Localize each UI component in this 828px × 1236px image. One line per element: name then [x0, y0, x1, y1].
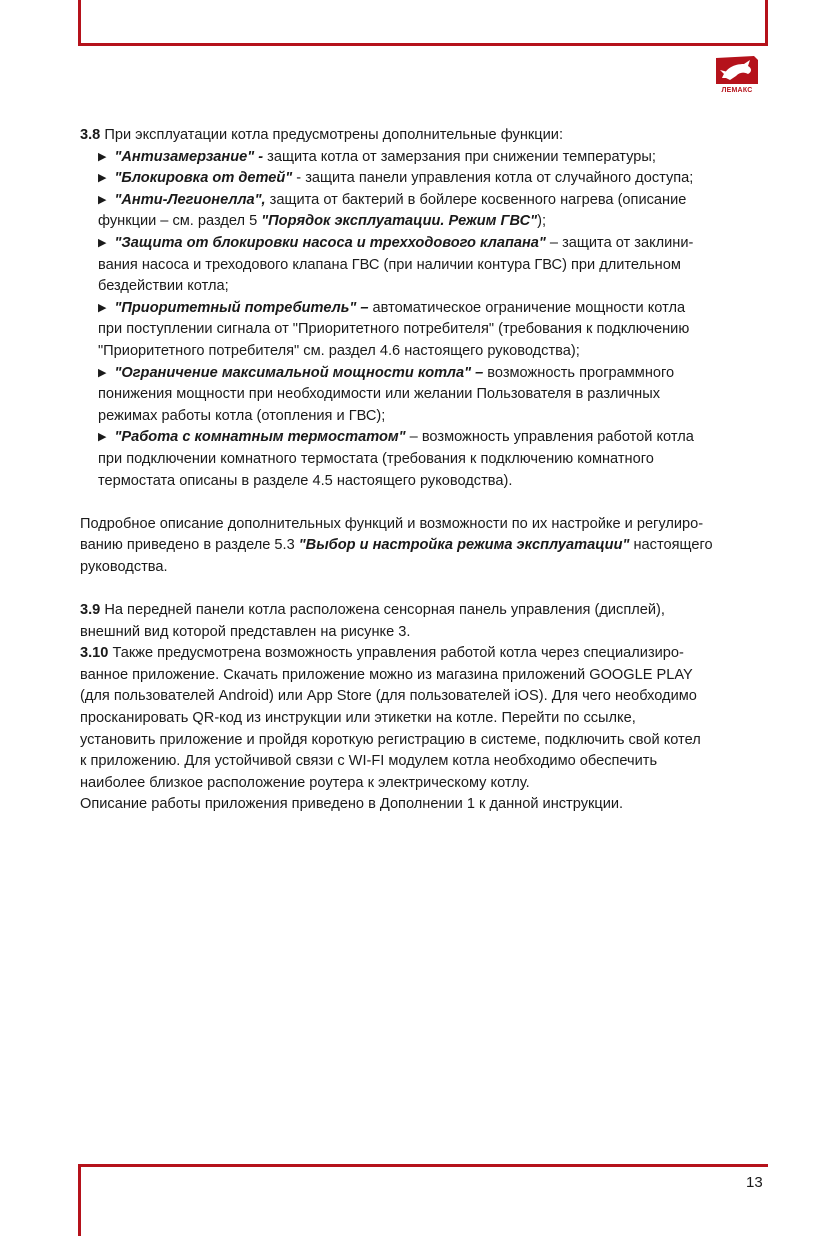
list-item: ▶ "Защита от блокировки насоса и трехходового клапана" – защита от заклини- — [80, 233, 720, 255]
page-number: 13 — [746, 1174, 763, 1191]
list-item-continuation: "Приоритетного потребителя" см. раздел 4.6 настоящего руководства); — [98, 342, 580, 359]
arrow-right-icon: ▶ — [98, 172, 107, 185]
list-item: ▶ "Ограничение максимальной мощности котла" – возможность программного — [80, 363, 720, 385]
paragraph-line: внешний вид которой представлен на рисунке 3. — [80, 623, 411, 640]
spacer — [80, 578, 720, 600]
list-item: ▶ "Антизамерзание" - защита котла от замерзания при снижении температуры; — [80, 147, 720, 169]
list-item-continuation: понижения мощности при необходимости или желании Пользователя в различных — [98, 386, 661, 403]
paragraph-line: руководства. — [80, 558, 168, 575]
paragraph-line: установить приложение и пройдя короткую регистрацию в системе, подключить свой котел — [80, 731, 701, 748]
paragraph-line: (для пользователей Android) или App Store (для пользователей iOS). Для чего необходимо — [80, 688, 697, 705]
arrow-right-icon: ▶ — [98, 366, 107, 379]
paragraph-line: ванию приведено в разделе 5.3 "Выбор и настройка режима эксплуатации" настоящего — [80, 537, 713, 554]
section-3-8-intro: 3.8 При эксплуатации котла предусмотрены дополнительные функции: — [80, 127, 564, 143]
arrow-right-icon: ▶ — [98, 301, 107, 314]
section-3-9: 3.9 На передней панели котла расположена сенсорная панель управления (дисплей), — [80, 602, 665, 619]
paragraph-line: Описание работы приложения приведено в Дополнении 1 к данной инструкции. — [80, 796, 624, 813]
document-body — [80, 125, 720, 816]
paragraph-line: наиболее близкое расположение роутера к электрическому котлу. — [80, 774, 530, 791]
list-item: ▶ "Анти-Легионелла", защита от бактерий в бойлере косвенного нагрева (описание — [80, 190, 720, 212]
list-item: ▶ "Блокировка от детей" - защита панели управления котла от случайного доступа; — [80, 168, 720, 190]
brand-logo — [714, 54, 760, 94]
arrow-right-icon: ▶ — [98, 193, 107, 206]
list-item-continuation: вания насоса и треходового клапана ГВС (при наличии контура ГВС) при длительном — [98, 256, 681, 273]
page-frame-bottom — [78, 1164, 768, 1236]
horse-icon — [714, 54, 760, 86]
spacer — [80, 492, 720, 514]
list-item-continuation: термостата описаны в разделе 4.5 настоящего руководства). — [98, 472, 513, 489]
list-item-continuation: режимах работы котла (отопления и ГВС); — [98, 407, 386, 424]
arrow-right-icon: ▶ — [98, 150, 107, 163]
paragraph-line: просканировать QR-код из инструкции или этикетки на котле. Перейти по ссылке, — [80, 710, 636, 727]
list-item-continuation: бездействии котла; — [98, 278, 229, 295]
list-item-continuation: при подключении комнатного термостата (требования к подключению комнатного — [98, 450, 654, 467]
arrow-right-icon: ▶ — [98, 236, 107, 249]
list-item: ▶ "Работа с комнатным термостатом" – возможность управления работой котла — [80, 427, 720, 449]
paragraph-line: ванное приложение. Скачать приложение можно из магазина приложений GOOGLE PLAY — [80, 666, 693, 683]
list-item: ▶ "Приоритетный потребитель" – автоматическое ограничение мощности котла — [80, 298, 720, 320]
logo-text: ЛЕМАКС — [721, 87, 753, 94]
page-frame-top — [78, 0, 768, 46]
list-item-continuation: функции – см. раздел 5 "Порядок эксплуатации. Режим ГВС"); — [98, 213, 547, 230]
list-item-continuation: при поступлении сигнала от "Приоритетного потребителя" (требования к подключению — [98, 321, 690, 338]
paragraph-line: к приложению. Для устойчивой связи с WI-FI модулем котла необходимо обеспечить — [80, 753, 658, 770]
section-3-10: 3.10 Также предусмотрена возможность управления работой котла через специализиро- — [80, 645, 684, 662]
arrow-right-icon: ▶ — [98, 431, 107, 444]
paragraph-line: Подробное описание дополнительных функций и возможности по их настройке и регулиро- — [80, 515, 704, 532]
